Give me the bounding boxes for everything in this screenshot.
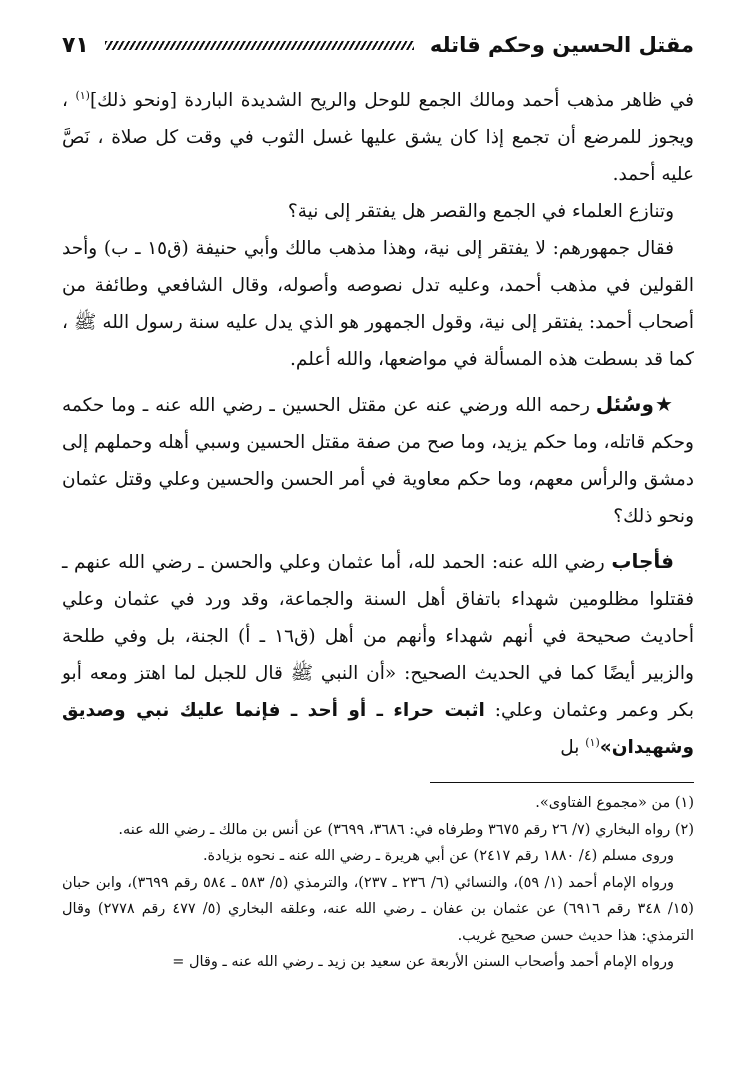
footnote-divider [430,782,694,783]
page-number: ٧١ [62,32,89,58]
page-header [62,28,694,62]
paragraph-5-end: بل [560,737,586,758]
paragraph-5 [62,543,694,766]
paragraph-1 [62,82,694,193]
footnotes [62,790,694,976]
paragraph-4 [62,386,694,535]
footnote-1: (١) من «مجموع الفتاوى». [535,795,694,811]
answer-lead: فأجاب [611,549,674,573]
footnote-2-cont-3: ورواه الإمام أحمد وأصحاب السنن الأربعة عن سعيد بن زيد ـ رضي الله عنه ـ وقال = [172,954,674,970]
hadith-quote: اثبت حراء ـ أو أحد ـ فإنما عليك نبي وصديق وشهيدان» [62,700,694,758]
paragraph-1-rest: ، ويجوز للمرضع أن تجمع إذا كان يشق عليها غسل الثوب في وقت كل صلاة ، نَصَّ عليه أحمد. [62,90,694,185]
paragraph-5-text: رضي الله عنه: الحمد لله، أما عثمان وعلي والحسن ـ رضي الله عنهم ـ فقتلوا مظلومين شهداء باتفاق أهل السنة والجماعة، وقد ورد في عثمان وعلي أحاديث صحيحة في أنهم شهداء وأنهم من أهل (ق١٦ ـ أ) الجنة، بل وفي طلحة والزبير أيضًا كما في الحديث الصحيح: «أن النبي ﷺ قال للجبل لما اهتز ومعه أبو بكر وعمر وعثمان وعلي: [62,552,694,721]
footnote-2: (٢) رواه البخاري (٧/ ٢٦ رقم ٣٦٧٥ وطرفاه في: ٣٦٨٦، ٣٦٩٩) عن أنس بن مالك ـ رضي الله عنه. [118,821,694,838]
main-text [62,82,694,766]
question-lead: ★وسُئل [595,392,674,416]
header-hatched-rule [105,41,414,50]
running-title: مقتل الحسين وحكم قاتله [429,33,694,57]
paragraph-4-text: رحمه الله ورضي عنه عن مقتل الحسين ـ رضي الله عنه ـ وما حكمه وحكم قاتله، وما حكم يزيد، وما صح من صفة مقتل الحسين وسبي أهله وحملهم إلى دمشق والرأس معهم، وما حكم معاوية في أمر الحسن والحسين وعلي وقتل عثمان ونحو ذلك؟ [62,395,694,527]
paragraph-1-text: في ظاهر مذهب أحمد ومالك الجمع للوحل والريح الشديدة الباردة [ونحو ذلك] [89,90,694,111]
paragraph-2: وتنازع العلماء في الجمع والقصر هل يفتقر إلى نية؟ [287,201,674,222]
footnote-2-cont-2: ورواه الإمام أحمد (١/ ٥٩)، والنسائي (٦/ ٢٣٦ ـ ٢٣٧)، والترمذي (٥/ ٥٨٣ ـ ٥٨٤ رقم ٣٦٩٩)، وابن حبان (١٥/ ٣٤٨ رقم ٦٩١٦) عن عثمان بن عفان ـ رضي الله عنه، وعلقه البخاري (٥/ ٤٧٧ رقم ٢٧٧٨) وقال الترمذي: هذا حديث حسن صحيح غريب. [62,874,694,944]
paragraph-3: فقال جمهورهم: لا يفتقر إلى نية، وهذا مذهب مالك وأبي حنيفة (ق١٥ ـ ب) وأحد القولين في مذهب أحمد، وعليه تدل نصوصه وأصوله، وقال الشافعي وطائفة من أصحاب أحمد: يفتقر إلى نية، وقول الجمهور هو الذي يدل عليه سنة رسول الله ﷺ ، كما قد بسطت هذه المسألة في مواضعها، والله أعلم. [62,238,694,370]
footnote-ref-2: (١) [585,735,600,749]
footnote-2-cont-1: وروى مسلم (٤/ ١٨٨٠ رقم ٢٤١٧) عن أبي هريرة ـ رضي الله عنه ـ نحوه بزيادة. [202,848,674,864]
footnote-ref-1: (١) [75,88,90,102]
